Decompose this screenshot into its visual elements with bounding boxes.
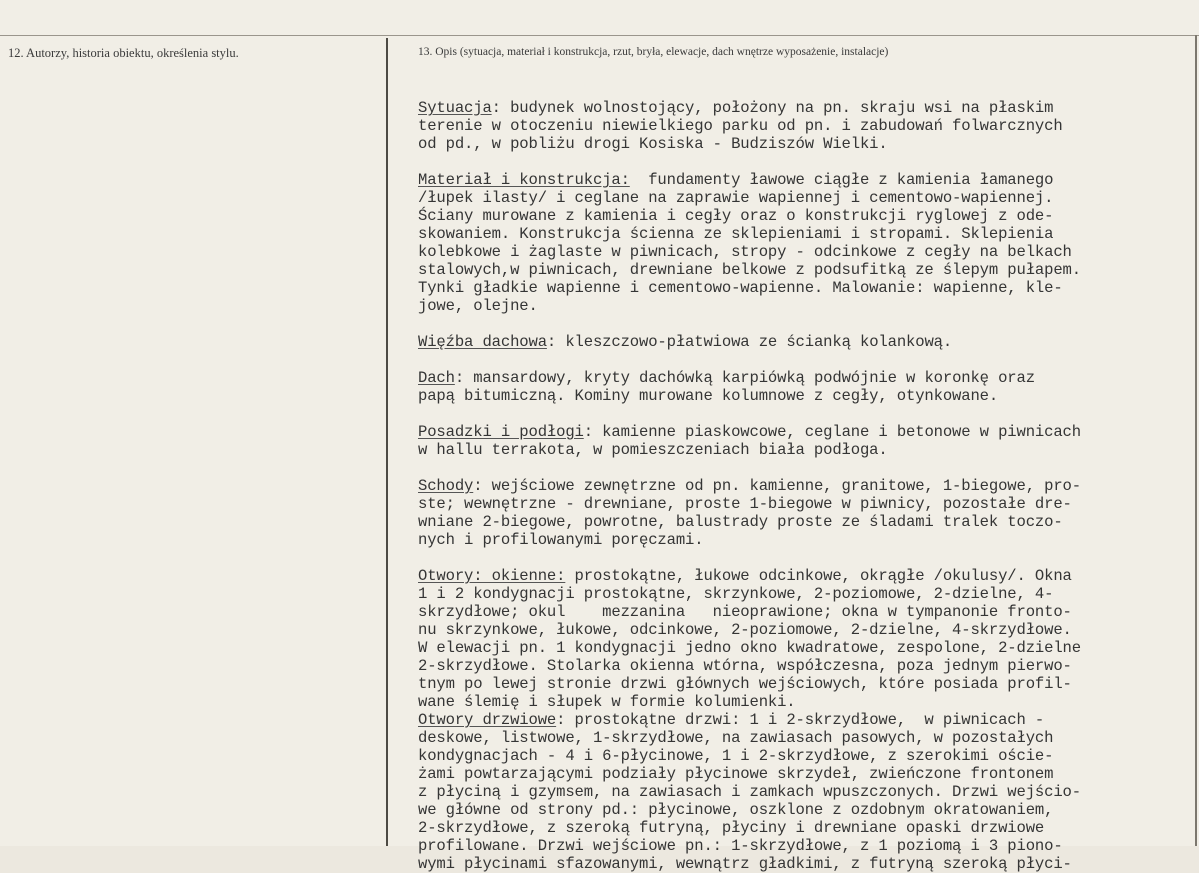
text-line: kondygnacjach - 4 i 6-płycinowe, 1 i 2-skrzydłowe, z szerokimi oście- xyxy=(418,747,1054,765)
text-line: Tynki gładkie wapienne i cementowo-wapienne. Malowanie: wapienne, kle- xyxy=(418,279,1063,297)
text-line: wane ślemię i słupek w formie kolumienki. xyxy=(418,693,796,711)
text-line xyxy=(418,567,1193,585)
text-line: /łupek ilasty/ i ceglane na zaprawie wapiennej i cementowo-wapiennej. xyxy=(418,189,1054,207)
text-line: tnym po lewej stronie drzwi głównych wejściowych, które posiada profil- xyxy=(418,675,1072,693)
paragraph-otwory-okienne xyxy=(418,567,1193,711)
text-line xyxy=(418,711,1193,729)
text-line: W elewacji pn. 1 kondygnacji jedno okno kwadratowe, zespolone, 2-dzielne xyxy=(418,639,1081,657)
text-line xyxy=(418,369,1193,387)
text-line: od pd., w pobliżu drogi Kosiska - Budziszów Wielki. xyxy=(418,135,888,153)
paragraph-heading: Otwory drzwiowe xyxy=(418,711,557,729)
paragraph-heading: Otwory: okienne: xyxy=(418,567,566,585)
text-line xyxy=(418,477,1193,495)
paragraph-heading: Schody xyxy=(418,477,474,495)
text-line: profilowane. Drzwi wejściowe pn.: 1-skrzydłowe, z 1 poziomą i 3 piono- xyxy=(418,837,1063,855)
text-line xyxy=(418,171,1193,189)
text-line: w hallu terrakota, w pomieszczeniach biała podłoga. xyxy=(418,441,888,459)
text-line xyxy=(418,423,1193,441)
text-line: wniane 2-biegowe, powrotne, balustrady proste ze śladami tralek toczo- xyxy=(418,513,1063,531)
description-text xyxy=(418,99,1193,873)
text-line: deskowe, listwowe, 1-skrzydłowe, na zawiasach pasowych, w pozostałych xyxy=(418,729,1054,747)
line-text: : mansardowy, kryty dachówką karpiówką podwójnie w koronkę oraz xyxy=(454,369,1035,387)
line-text: : prostokątne drzwi: 1 i 2-skrzydłowe, w piwnicach - xyxy=(556,711,1045,729)
text-line: stalowych,w piwnicach, drewniane belkowe z podsufitką ze ślepym pułapem. xyxy=(418,261,1081,279)
line-text: : budynek wolnostojący, położony na pn. skraju wsi na płaskim xyxy=(491,99,1054,117)
text-line: kolebkowe i żaglaste w piwnicach, stropy - odcinkowe z cegły na belkach xyxy=(418,243,1072,261)
text-line: 2-skrzydłowe. Stolarka okienna wtórna, współczesna, poza jednym pierwo- xyxy=(418,657,1072,675)
paragraph-dach xyxy=(418,369,1193,405)
top-border-line xyxy=(0,35,1199,36)
text-line: Ściany murowane z kamienia i cegły oraz o konstrukcji ryglowej z ode- xyxy=(418,207,1054,225)
paragraph-sytuacja xyxy=(418,99,1193,153)
paragraph-material xyxy=(418,171,1193,315)
text-line: wymi płycinami sfazowanymi, wewnątrz gładkimi, z futryną szeroką płyci- xyxy=(418,855,1072,873)
paragraph-heading: Materiał i konstrukcja: xyxy=(418,171,630,189)
paragraph-heading: Więźba dachowa xyxy=(418,333,547,351)
text-line: we główne od strony pd.: płycinowe, oszklone z ozdobnym okratowaniem, xyxy=(418,801,1054,819)
text-line xyxy=(418,333,1193,351)
paragraph-wiezba xyxy=(418,333,1193,351)
text-line xyxy=(418,99,1193,117)
text-line: z płyciną i gzymsem, na zawiasach i zamkach wpuszczonych. Drzwi wejścio- xyxy=(418,783,1081,801)
text-line: papą bitumiczną. Kominy murowane kolumnowe z cegły, otynkowane. xyxy=(418,387,999,405)
text-line: ste; wewnętrzne - drewniane, proste 1-biegowe w piwnicy, pozostałe dre- xyxy=(418,495,1072,513)
text-line: 2-skrzydłowe, z szeroką futryną, płyciny i drewniane opaski drzwiowe xyxy=(418,819,1045,837)
line-text: prostokątne, łukowe odcinkowe, okrągłe /okulusy/. Okna xyxy=(565,567,1072,585)
paragraph-otwory-drzwiowe xyxy=(418,711,1193,873)
paragraph-heading: Posadzki i podłogi xyxy=(418,423,584,441)
right-border-line xyxy=(1195,35,1197,846)
line-text: fundamenty ławowe ciągłe z kamienia łamanego xyxy=(629,171,1054,189)
paragraph-heading: Sytuacja xyxy=(418,99,492,117)
text-line: nu skrzynkowe, łukowe, odcinkowe, 2-poziomowe, 2-dzielne, 4-skrzydłowe. xyxy=(418,621,1072,639)
text-line: nych i profilowanymi poręczami. xyxy=(418,531,704,549)
line-text: : wejściowe zewnętrzne od pn. kamienne, granitowe, 1-biegowe, pro- xyxy=(473,477,1081,495)
text-line: terenie w otoczeniu niewielkiego parku od pn. i zabudowań folwarcznych xyxy=(418,117,1063,135)
line-text: : kamienne piaskowcowe, ceglane i betonowe w piwnicach xyxy=(583,423,1081,441)
text-line: jowe, olejne. xyxy=(418,297,538,315)
paragraph-heading: Dach xyxy=(418,369,455,387)
line-text: : kleszczowo-płatwiowa ze ścianką kolankową. xyxy=(546,333,953,351)
text-line: 1 i 2 kondygnacji prostokątne, skrzynkowe, 2-poziomowe, 2-dzielne, 4- xyxy=(418,585,1054,603)
paragraph-schody xyxy=(418,477,1193,549)
text-line: skowaniem. Konstrukcja ścienna ze sklepieniami i stropami. Sklepienia xyxy=(418,225,1054,243)
text-line: skrzydłowe; okul mezzanina nieoprawione; okna w tympanonie fronto- xyxy=(418,603,1072,621)
column-divider xyxy=(386,38,388,846)
text-line: żami powtarzającymi podziały płycinowe skrzydeł, zwieńczone frontonem xyxy=(418,765,1054,783)
section-13-header: 13. Opis (sytuacja, materiał i konstrukcja, rzut, bryła, elewacje, dach wnętrze wyposażenie, instalacje) xyxy=(418,46,889,58)
section-12-header: 12. Autorzy, historia obiektu, określenia stylu. xyxy=(8,46,239,60)
paragraph-posadzki xyxy=(418,423,1193,459)
